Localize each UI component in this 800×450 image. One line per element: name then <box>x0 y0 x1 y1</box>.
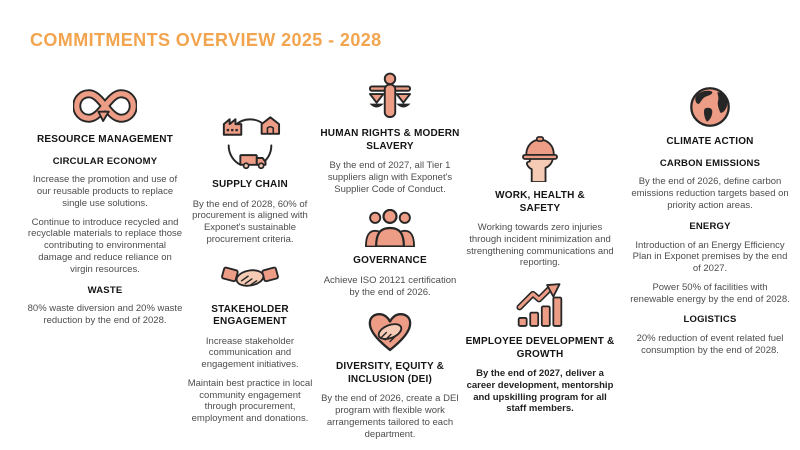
section-subheading: ENERGY <box>689 220 731 232</box>
section-paragraph: By the end of 2027, all Tier 1 suppliers align with Exponet's Supplier Code of Conduct. <box>327 160 453 195</box>
section-paragraph: Increase the promotion and use of our reusable products to replace single use solutions. <box>32 174 178 209</box>
section-stakeholder-engagement <box>186 260 314 425</box>
section-paragraph: Continue to introduce recycled and recyclable materials to replace those contributing to environmental damage and reduce reliance on virgin resources. <box>27 216 183 275</box>
section-subheading: WASTE <box>87 284 123 296</box>
section-heading: HUMAN RIGHTS & MODERN SLAVERY <box>320 128 460 152</box>
section-heading: CLIMATE ACTION <box>666 136 754 147</box>
section-heading: RESOURCE MANAGEMENT <box>36 134 174 145</box>
page-title: COMMITMENTS OVERVIEW 2025 - 2028 <box>30 30 382 50</box>
section-heading: WORK, HEALTH & SAFETY <box>495 190 585 214</box>
section-resource-management <box>26 86 184 327</box>
section-paragraph: By the end of 2026, create a DEI program with flexible work arrangements tailored to each department. <box>321 393 459 440</box>
handshake-icon <box>221 260 279 296</box>
section-heading: EMPLOYEE DEVELOPMENT & GROWTH <box>465 336 615 360</box>
column-rights-governance-dei <box>318 72 462 440</box>
section-governance <box>318 209 462 298</box>
infinity-loop-icon <box>73 86 137 126</box>
section-human-rights <box>318 72 462 195</box>
column-climate-action <box>630 86 790 357</box>
section-paragraph: 80% waste diversion and 20% waste reduction by the end of 2028. <box>27 303 183 327</box>
section-heading: SUPPLY CHAIN <box>212 179 288 190</box>
section-supply-chain <box>186 114 314 246</box>
section-subheading: LOGISTICS <box>683 314 737 326</box>
heart-handshake-icon <box>368 312 412 353</box>
hard-hat-worker-icon <box>517 136 563 182</box>
section-heading: DIVERSITY, EQUITY & INCLUSION (DEI) <box>335 361 445 385</box>
section-heading: STAKEHOLDER ENGAGEMENT <box>211 303 289 328</box>
section-subheading: CIRCULAR ECONOMY <box>52 155 158 167</box>
section-work-health-safety <box>462 136 618 269</box>
section-paragraph: By the end of 2028, 60% of procurement is aligned with Exponet's sustainable procurement criteria. <box>192 198 308 245</box>
section-dei <box>318 312 462 440</box>
column-whs-employee <box>462 136 618 415</box>
section-paragraph: Introduction of an Energy Efficiency Plan in Exponet premises by the end of 2027. <box>632 239 788 275</box>
section-paragraph: Maintain best practice in local community engagement through procurement, employment and donations. <box>187 377 313 425</box>
section-paragraph: Achieve ISO 20121 certification by the end of 2026. <box>323 274 457 298</box>
section-paragraph: Power 50% of facilities with renewable energy by the end of 2028. <box>630 281 790 305</box>
section-employee-development <box>462 283 618 415</box>
section-subheading: CARBON EMISSIONS <box>659 157 761 169</box>
globe-icon <box>689 86 731 128</box>
section-heading: GOVERNANCE <box>353 255 427 267</box>
section-paragraph: 20% reduction of event related fuel consumption by the end of 2028. <box>636 333 784 357</box>
people-group-icon <box>365 209 415 247</box>
justice-scales-person-icon <box>369 72 411 120</box>
section-paragraph: By the end of 2026, define carbon emissions reduction targets based on priority action areas. <box>631 176 789 211</box>
column-supply-stakeholder <box>186 114 314 425</box>
section-paragraph: By the end of 2027, deliver a career development, mentorship and upskilling program for all staff members. <box>466 368 614 415</box>
section-paragraph: Increase stakeholder communication and engagement initiatives. <box>201 335 299 371</box>
section-climate-action <box>630 86 790 357</box>
growth-chart-icon <box>516 283 564 328</box>
column-resource-management <box>26 86 184 327</box>
section-paragraph: Working towards zero injuries through incident minimization and strengthening communications and reporting. <box>466 222 614 269</box>
supply-chain-cycle-icon <box>219 114 281 171</box>
